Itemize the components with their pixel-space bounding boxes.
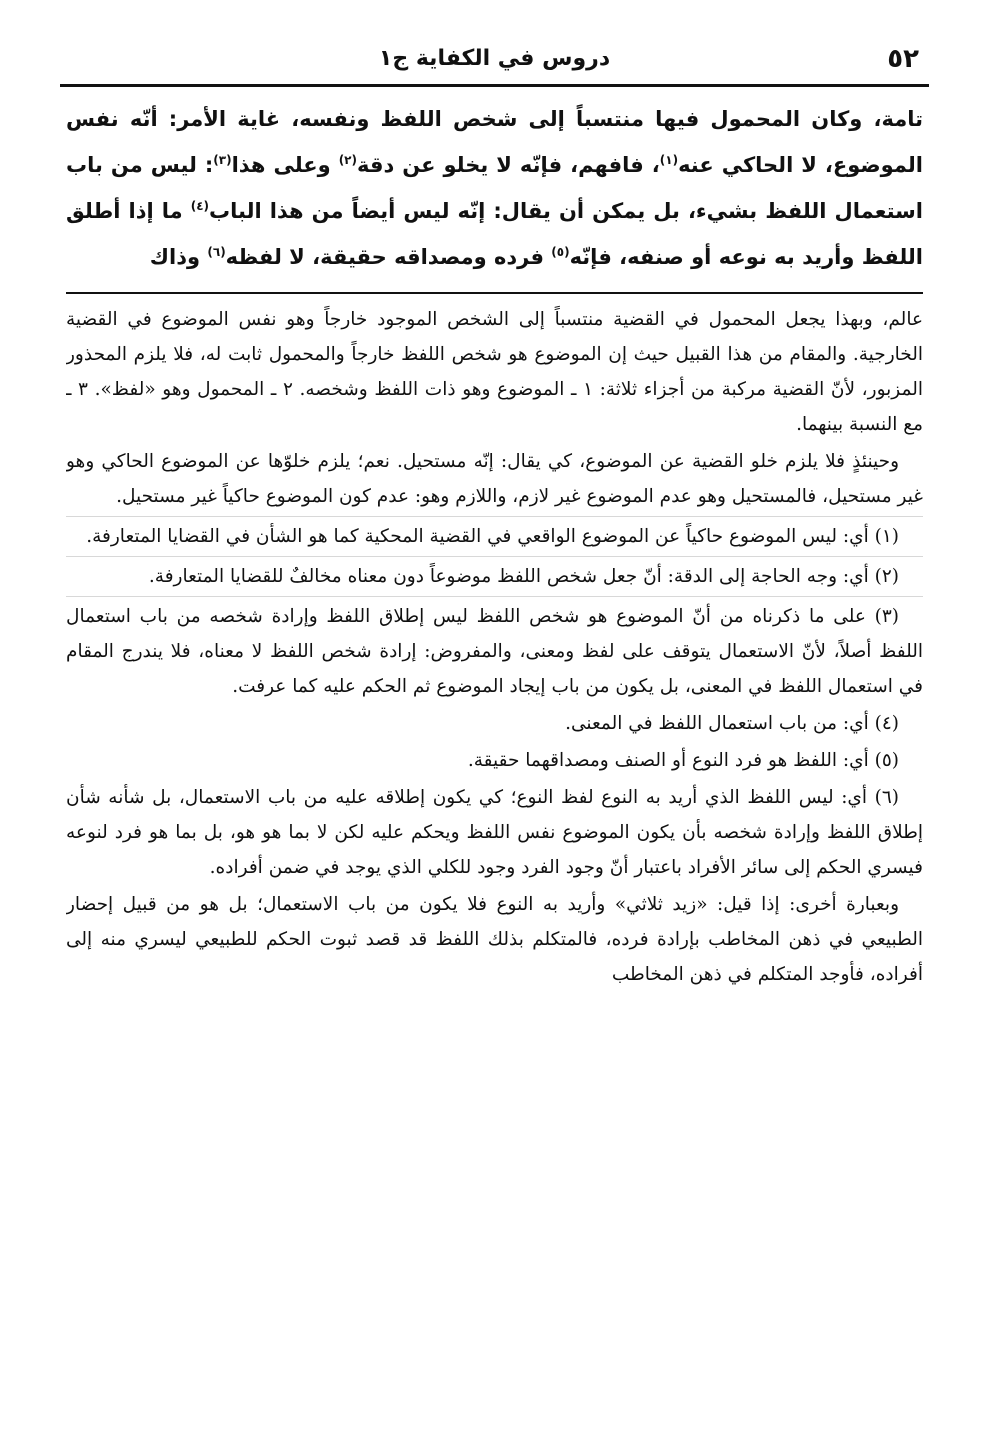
page-header (60, 40, 929, 87)
footnote-ref-6[interactable]: (٦) (207, 245, 226, 259)
main-text-segment: وذاك (149, 245, 208, 269)
main-text-segment: ، فافهم، فإنّه لا يخلو عن دقة (356, 153, 660, 177)
commentary-paragraph: وحينئذٍ فلا يلزم خلو القضية عن الموضوع، كي يقال: إنّه مستحيل. نعم؛ يلزم خلوّها عن الموضوع الحاكي وهو غير مستحيل، فالمستحيل وهو عدم الموضوع غير لازم، واللازم وهو: عدم كون الموضوع حاكياً غير مستحيل. (66, 451, 923, 507)
footnote-3: (٣) على ما ذكرناه من أنّ الموضوع هو شخص اللفظ ليس إطلاق اللفظ وإرادة شخصه من باب استعمال اللفظ أصلاً، لأنّ الاستعمال يتوقف على لفظ ومعنى، والمفروض: إرادة شخص اللفظ لا معناه، فلا يندرج المقام في استعمال اللفظ في المعنى، بل يكون من باب إيجاد الموضوع ثم الحكم عليه كما عرفت. (66, 596, 923, 704)
main-text (66, 96, 923, 286)
commentary-paragraph: عالم، وبهذا يجعل المحمول في القضية منتسباً إلى الشخص الموجود خارجاً وهو نفس الموضوع في القضية الخارجية. والمقام من هذا القبيل حيث إن الموضوع هو شخص اللفظ خارجاً والمحمول ثابت له، فلا يلزم المحذور المزبور، لأنّ القضية مركبة من أجزاء ثلاثة: ١ ـ الموضوع وهو ذات اللفظ وشخصه. ٢ ـ المحمول وهو «لفظ». ٣ ـ مع النسبة بينهما. (66, 309, 923, 435)
footnote-2: (٢) أي: وجه الحاجة إلى الدقة: أنّ جعل شخص اللفظ موضوعاً دون معناه مخالفٌ للقضايا المتعارفة. (66, 556, 923, 594)
main-text-segment: تامة، وكان المحمول فيها منتسباً إلى شخص اللفظ ونفسه، غاية الأمر: أنّه نفس الموضوع، لا الحاكي عنه (66, 107, 923, 177)
footnote-ref-4[interactable]: (٤) (190, 199, 210, 213)
footnote-6: (٦) أي: ليس اللفظ الذي أريد به النوع لفظ النوع؛ كي يكون إطلاقه عليه من باب الاستعمال، بل شأنه شأن إطلاق اللفظ وإرادة شخصه بأن يكون الموضوع نفس اللفظ ويحكم عليه لكن لا بما هو هو، بل بما هو فرد لنوعه فيسري الحكم إلى سائر الأفراد باعتبار أنّ وجود الفرد وجود للكلي الذي يوجد في ضمن أفراده. (66, 787, 923, 878)
footnote-ref-5[interactable]: (٥) (551, 245, 570, 259)
footnote-ref-2[interactable]: (٢) (338, 153, 357, 167)
running-title: دروس في الكفاية ج١ (378, 46, 611, 71)
main-text-segment: وعلى هذا (231, 153, 339, 177)
commentary-section (66, 302, 923, 1422)
page-number: ٥٢ (887, 44, 919, 74)
footnote-5: (٥) أي: اللفظ هو فرد النوع أو الصنف ومصداقهما حقيقة. (467, 750, 899, 771)
footnote-1: (١) أي: ليس الموضوع حاكياً عن الموضوع الواقعي في القضية المحكية كما هو الشأن في القضايا المتعارفة. (66, 516, 923, 554)
footnote-ref-3[interactable]: (٣) (213, 153, 232, 167)
main-text-segment: ما إذا أطلق اللفظ وأريد به نوعه أو صنفه، فإنّه (66, 199, 923, 269)
footnote-6-continued: وبعبارة أخرى: إذا قيل: «زيد ثلاثي» وأريد به النوع فلا يكون من باب الاستعمال؛ بل هو من قبيل إحضار الطبيعي في ذهن المخاطب بإرادة فرده، فالمتكلم بذلك اللفظ قد قصد ثبوت الحكم للطبيعي ليسري منه إلى أفراده، فأوجد المتكلم في ذهن المخاطب (66, 894, 923, 985)
main-text-segment: فرده ومصداقه حقيقة، لا لفظه (225, 245, 552, 269)
separator-rule (66, 292, 923, 294)
footnote-ref-1[interactable]: (١) (659, 153, 679, 167)
footnote-4: (٤) أي: من باب استعمال اللفظ في المعنى. (565, 713, 899, 734)
main-text-segment: : ليس من باب استعمال اللفظ بشيء، بل يمكن أن يقال: إنّه ليس أيضاً من هذا الباب (66, 153, 923, 223)
